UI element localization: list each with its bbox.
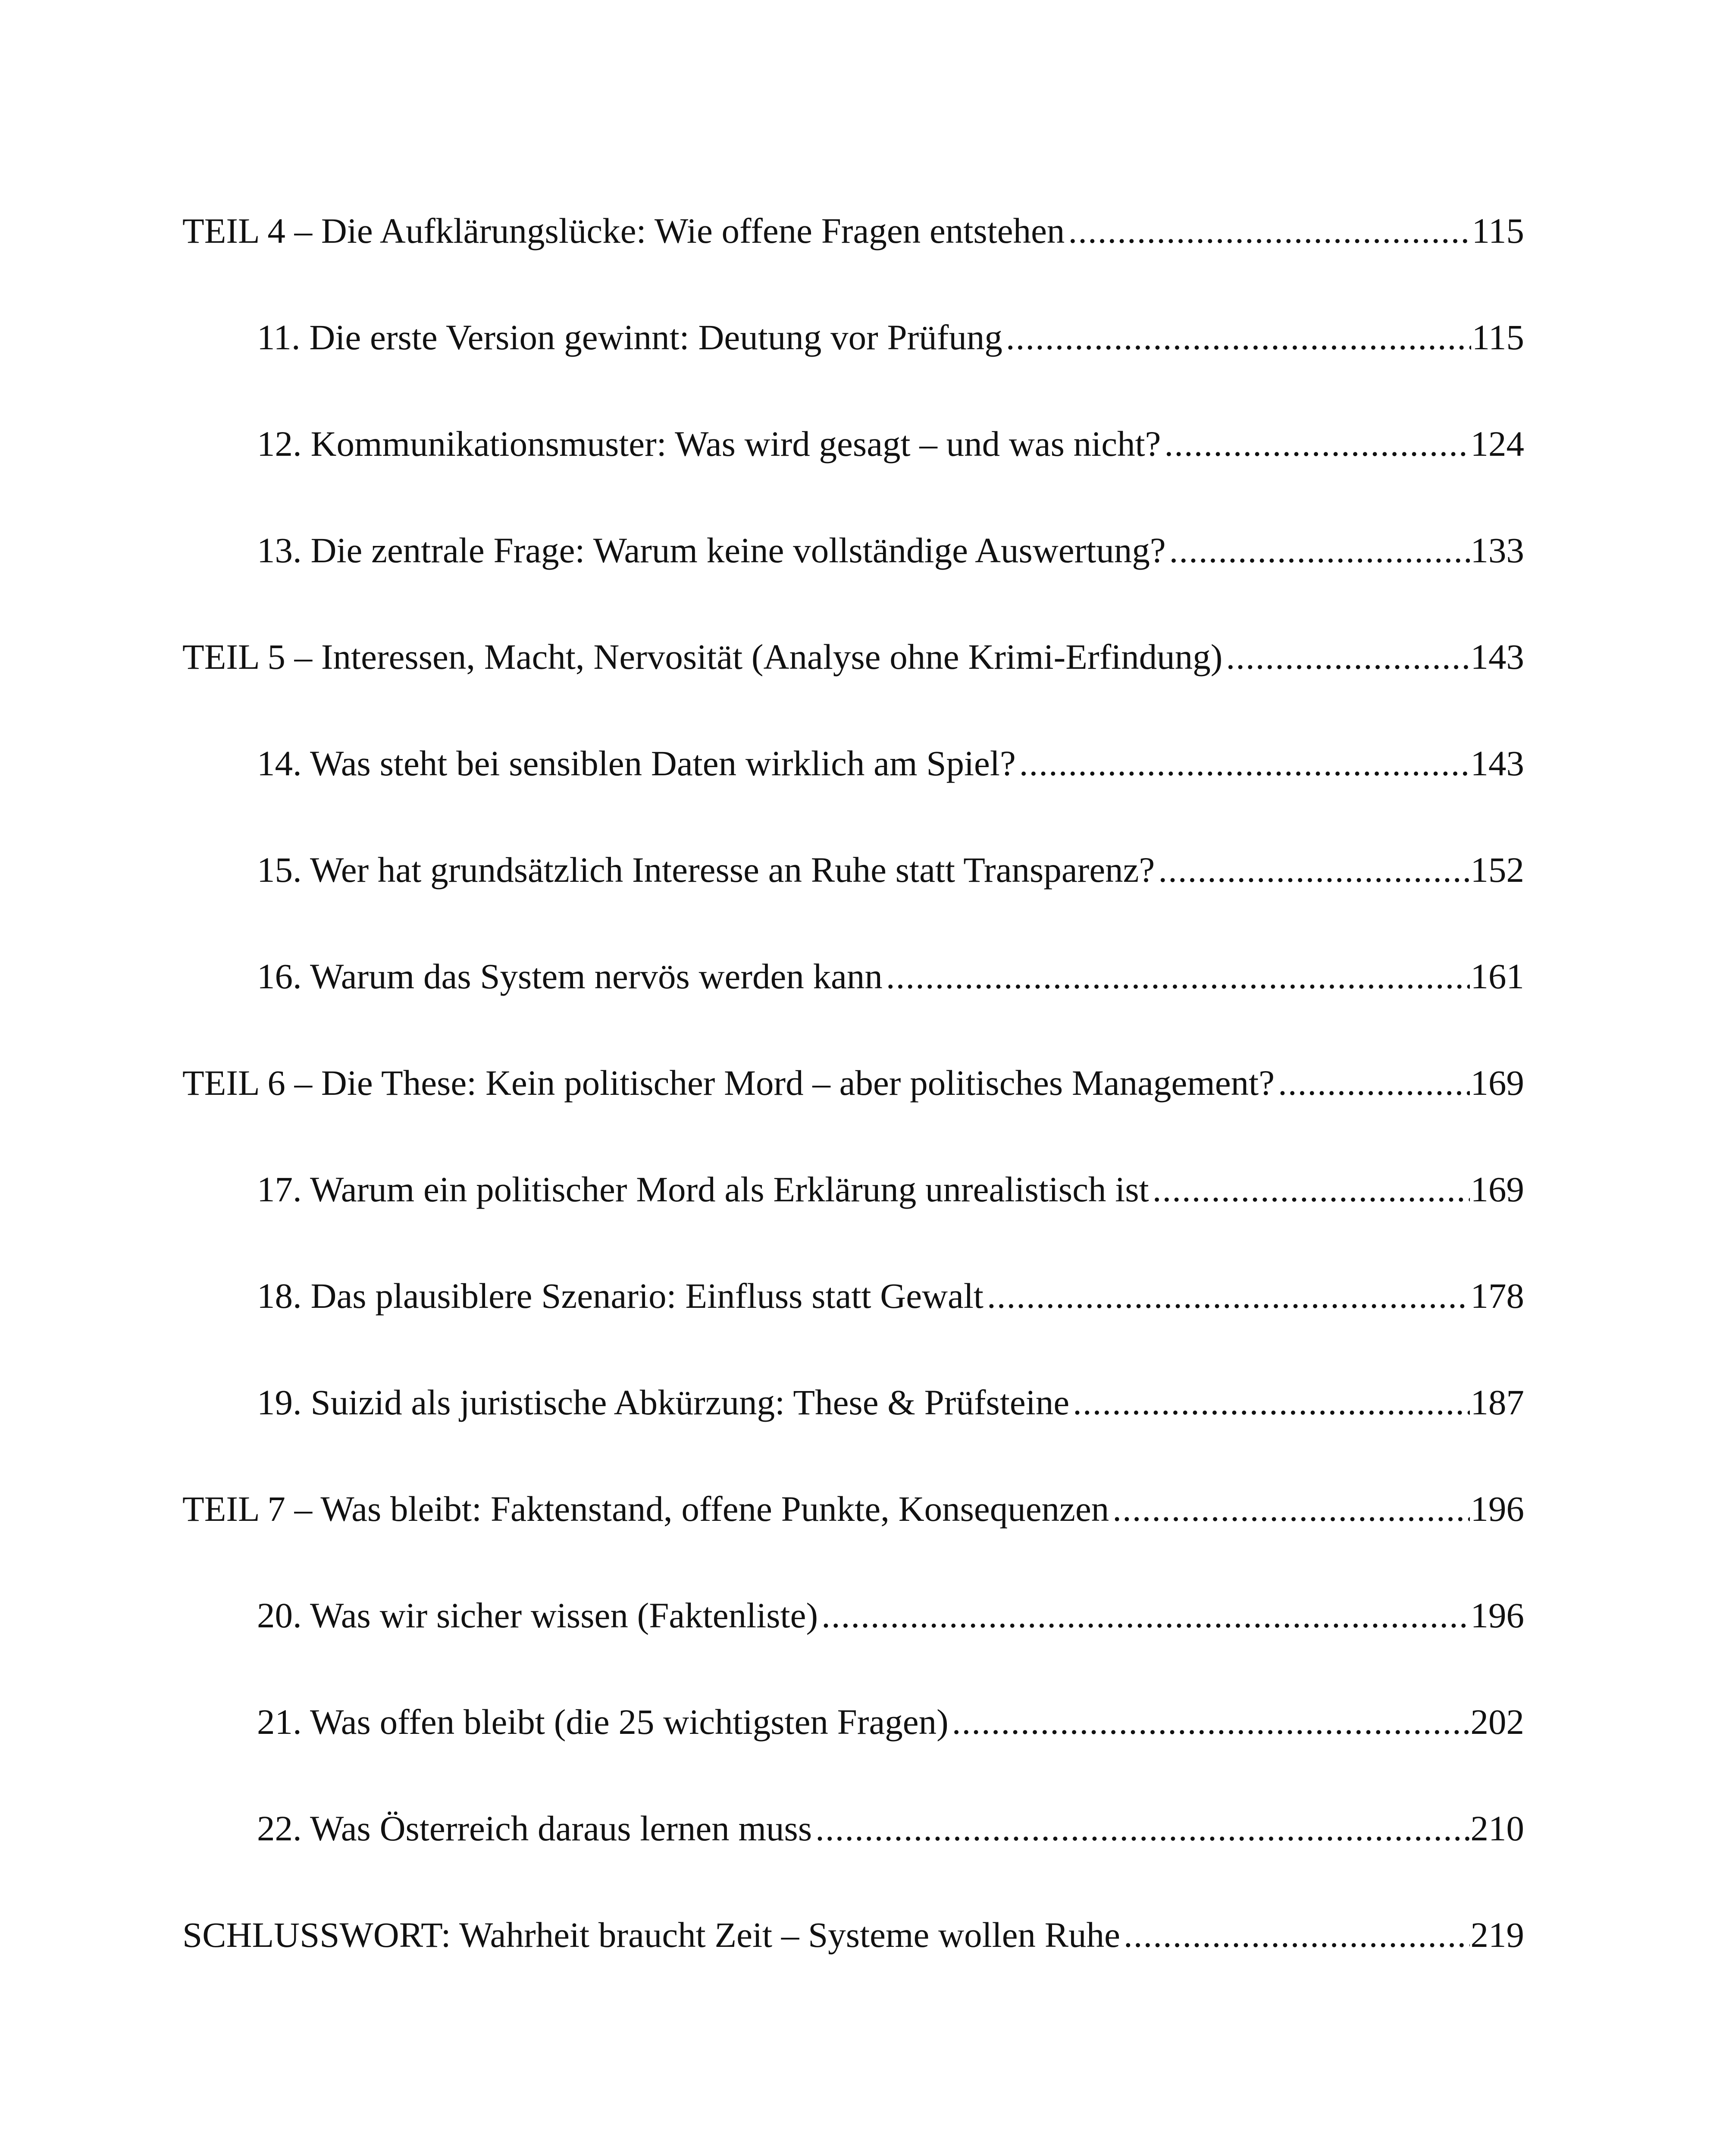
toc-entry-chapter-20 — [257, 1589, 1524, 1641]
dot-leader — [1226, 631, 1469, 683]
toc-entry-chapter-19 — [257, 1376, 1524, 1428]
dot-leader — [1169, 524, 1470, 576]
toc-entry-title: 13. Die zentrale Frage: Warum keine vollständige Auswertung? — [257, 530, 1166, 570]
toc-entry-title: 16. Warum das System nervös werden kann — [257, 956, 883, 996]
toc-entry-page: 219 — [1470, 1915, 1524, 1955]
dot-leader — [1153, 1163, 1470, 1215]
toc-entry-title: 15. Wer hat grundsätzlich Interesse an Ruhe statt Transparenz? — [257, 850, 1155, 890]
toc-entry-title: 11. Die erste Version gewinnt: Deutung vor Prüfung — [257, 317, 1002, 357]
toc-entry-chapter-12 — [257, 418, 1524, 470]
toc-entry-page: 178 — [1470, 1276, 1524, 1316]
dot-leader — [886, 950, 1470, 1002]
toc-entry-chapter-14 — [257, 737, 1524, 789]
toc-entry-part-5 — [182, 631, 1524, 683]
toc-entry-page: 169 — [1470, 1063, 1524, 1103]
toc-entry-page: 210 — [1470, 1808, 1524, 1848]
toc-entry-page: 196 — [1470, 1489, 1524, 1529]
toc-entry-page: 169 — [1470, 1169, 1524, 1209]
toc-entry-page: 115 — [1472, 317, 1524, 357]
toc-entry-title: SCHLUSSWORT: Wahrheit braucht Zeit – Systeme wollen Ruhe — [182, 1915, 1120, 1955]
toc-entry-page: 115 — [1472, 211, 1524, 251]
dot-leader — [1158, 844, 1469, 896]
toc-entry-part-6 — [182, 1057, 1524, 1109]
toc-entry-part-7 — [182, 1483, 1524, 1535]
toc-entry-page: 202 — [1470, 1702, 1524, 1742]
toc-entry-title: 21. Was offen bleibt (die 25 wichtigsten Fragen) — [257, 1702, 949, 1742]
toc-entry-page: 152 — [1470, 850, 1524, 890]
dot-leader — [987, 1270, 1470, 1322]
toc-entry-title: TEIL 4 – Die Aufklärungslücke: Wie offene Fragen entstehen — [182, 211, 1065, 251]
dot-leader — [821, 1589, 1469, 1641]
toc-entry-chapter-22 — [257, 1802, 1524, 1854]
toc-entry-page: 124 — [1470, 424, 1524, 464]
toc-entry-title: TEIL 5 – Interessen, Macht, Nervosität (Analyse ohne Krimi-Erfindung) — [182, 637, 1223, 677]
toc-entry-part-4 — [182, 205, 1524, 257]
toc-entry-title: 20. Was wir sicher wissen (Faktenliste) — [257, 1595, 818, 1635]
toc-entry-chapter-13 — [257, 524, 1524, 576]
toc-entry-chapter-15 — [257, 844, 1524, 896]
toc-entry-page: 133 — [1470, 530, 1524, 570]
toc-entry-page: 143 — [1470, 743, 1524, 783]
toc-entry-chapter-18 — [257, 1270, 1524, 1322]
toc-entry-title: 12. Kommunikationsmuster: Was wird gesagt – und was nicht? — [257, 424, 1161, 464]
dot-leader — [1006, 311, 1471, 363]
dot-leader — [1112, 1483, 1469, 1535]
toc-entry-closing-word — [182, 1909, 1524, 1961]
toc-entry-chapter-16 — [257, 950, 1524, 1002]
toc-entry-page: 187 — [1470, 1382, 1524, 1422]
toc-entry-page: 196 — [1470, 1595, 1524, 1635]
toc-entry-chapter-11 — [257, 311, 1524, 363]
dot-leader — [1019, 737, 1470, 789]
dot-leader — [1073, 1376, 1469, 1428]
dot-leader — [1068, 205, 1471, 257]
dot-leader — [1278, 1057, 1469, 1109]
toc-entry-title: 17. Warum ein politischer Mord als Erklärung unrealistisch ist — [257, 1169, 1149, 1209]
dot-leader — [952, 1696, 1470, 1748]
toc-entry-page: 143 — [1470, 637, 1524, 677]
toc-entry-title: 19. Suizid als juristische Abkürzung: These & Prüfsteine — [257, 1382, 1070, 1422]
dot-leader — [1164, 418, 1469, 470]
toc-entry-title: 14. Was steht bei sensiblen Daten wirklich am Spiel? — [257, 743, 1016, 783]
toc-entry-title: 22. Was Österreich daraus lernen muss — [257, 1808, 812, 1848]
toc-entry-page: 161 — [1470, 956, 1524, 996]
toc-entry-title: TEIL 6 – Die These: Kein politischer Mord – aber politisches Management? — [182, 1063, 1275, 1103]
dot-leader — [815, 1802, 1469, 1854]
toc-entry-chapter-17 — [257, 1163, 1524, 1215]
dot-leader — [1124, 1909, 1470, 1961]
toc-entry-chapter-21 — [257, 1696, 1524, 1748]
toc-entry-title: 18. Das plausiblere Szenario: Einfluss statt Gewalt — [257, 1276, 983, 1316]
toc-entry-title: TEIL 7 – Was bleibt: Faktenstand, offene Punkte, Konsequenzen — [182, 1489, 1109, 1529]
